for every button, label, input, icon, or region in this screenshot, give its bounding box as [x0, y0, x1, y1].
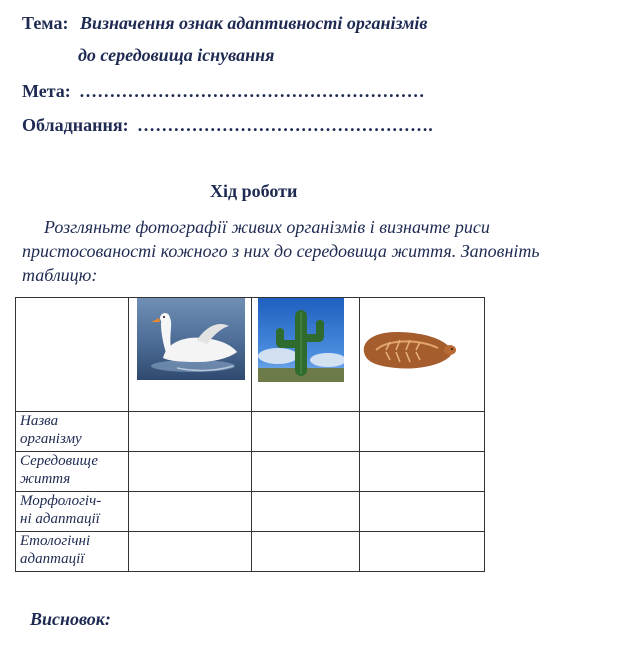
table-row-habitat	[16, 452, 485, 492]
flatworm-photo-icon	[356, 320, 460, 380]
equipment-dots: ………………………………………….	[137, 115, 433, 135]
table-cell[interactable]	[360, 532, 485, 572]
table-cell[interactable]	[252, 492, 360, 532]
table-cell[interactable]	[360, 412, 485, 452]
table-row-name	[16, 412, 485, 452]
topic-title-line1: Визначення ознак адаптивності організмів	[80, 13, 428, 33]
row-label-cell	[16, 492, 129, 532]
instruction-line1: Розгляньте фотографії живих організмів і визначте риси	[44, 217, 490, 237]
table-image-cell-flatworm	[360, 298, 485, 412]
table-cell[interactable]	[129, 452, 252, 492]
table-corner-cell	[16, 298, 129, 412]
instruction-line2: пристосованості кожного з них до середовища життя. Заповніть	[22, 241, 540, 261]
table-row-morphological	[16, 492, 485, 532]
topic-label: Тема:	[22, 13, 69, 33]
row-label-morphological: Морфологіч- ні адаптації	[20, 493, 102, 527]
organisms-table	[15, 297, 485, 572]
table-cell[interactable]	[360, 492, 485, 532]
table-cell[interactable]	[252, 452, 360, 492]
table-image-cell-cactus	[252, 298, 360, 412]
table-image-cell-swan	[129, 298, 252, 412]
table-cell[interactable]	[129, 492, 252, 532]
cactus-photo-icon	[258, 298, 344, 382]
table-cell[interactable]	[129, 532, 252, 572]
progress-title: Хід роботи	[210, 181, 298, 201]
instruction-line3: таблицю:	[22, 265, 98, 285]
goal-dots: …………………………………………………	[79, 81, 425, 101]
topic-title-line2: до середовища існування	[78, 45, 275, 65]
table-cell[interactable]	[360, 452, 485, 492]
row-label-cell	[16, 532, 129, 572]
row-label-ethological: Етологічні адаптації	[20, 533, 91, 567]
table-row-ethological	[16, 532, 485, 572]
row-label-cell	[16, 412, 129, 452]
table-image-row	[16, 298, 485, 412]
table-cell[interactable]	[129, 412, 252, 452]
swan-photo-icon	[137, 298, 245, 380]
goal-label: Мета:	[22, 81, 71, 101]
table-cell[interactable]	[252, 412, 360, 452]
row-label-habitat: Середовище життя	[20, 453, 99, 487]
table-cell[interactable]	[252, 532, 360, 572]
row-label-organism-name: Назва організму	[20, 413, 82, 447]
conclusion-label: Висновок:	[30, 609, 111, 629]
row-label-cell	[16, 452, 129, 492]
equipment-label: Обладнання:	[22, 115, 129, 135]
